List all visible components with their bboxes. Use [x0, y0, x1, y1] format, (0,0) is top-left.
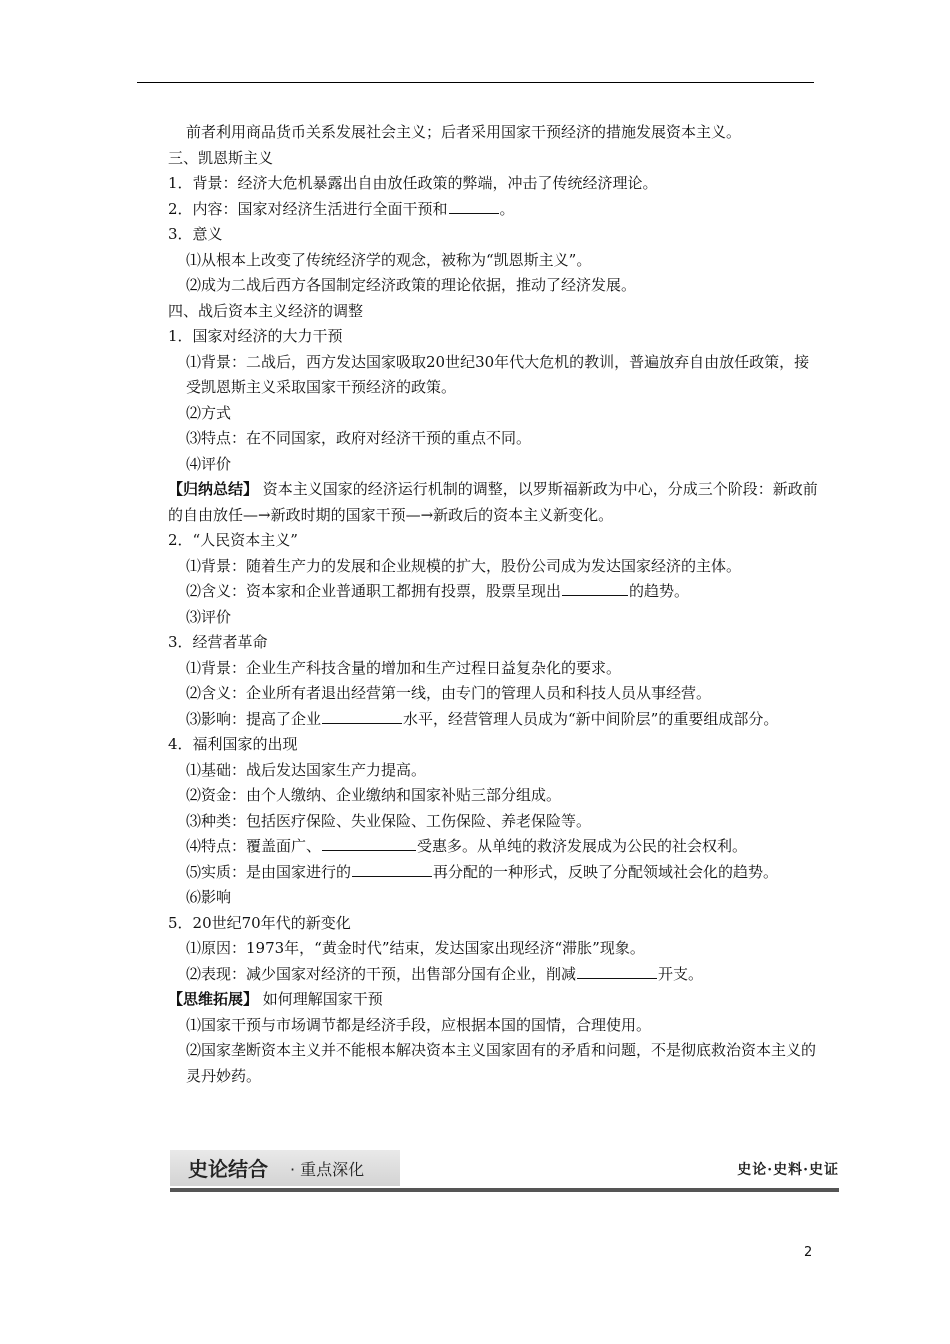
section-subtitle: · 重点深化	[290, 1160, 365, 1179]
text-line: 2．内容：国家对经济生活进行全面干预和 。	[168, 199, 515, 218]
text-line: ⑴从根本上改变了传统经济学的观念，被称为“凯恩斯主义”。	[186, 250, 592, 269]
extension-label: 【思维拓展】	[168, 990, 259, 1008]
fill-blank[interactable]	[322, 709, 402, 724]
text-line: ⑴国家干预与市场调节都是经济手段，应根据本国的国情，合理使用。	[186, 1015, 652, 1034]
text-line: ⑵表现：减少国家对经济的干预，出售部分国有企业，削减 开支。	[186, 964, 704, 983]
text-paragraph: ⑶影响：提高了企业 水平，经营管理人员成为“新中间阶层”的重要组成部分。	[186, 709, 779, 728]
text-line: ⑵含义：资本家和企业普通职工都拥有投票，股票呈现出 的趋势。	[186, 582, 690, 600]
text-line: 1．国家对经济的大力干预	[168, 327, 343, 345]
header-rule	[137, 82, 814, 83]
text-line: ⑶种类：包括医疗保险、失业保险、工伤保险、养老保险等。	[186, 811, 592, 830]
page-number: 2	[804, 1245, 813, 1260]
section-title: 史论结合	[188, 1157, 268, 1181]
fill-blank[interactable]	[562, 581, 628, 596]
text-paragraph: ⑸实质：是由国家进行的 再分配的一种形式，反映了分配领域社会化的趋势。	[186, 862, 779, 881]
text-line: ⑶评价	[186, 607, 232, 626]
text-line: 【思维拓展】 如何理解国家干预	[168, 990, 383, 1008]
section-banner	[170, 1150, 839, 1192]
text-line: ⑷评价	[186, 454, 232, 473]
text-line: 3．经营者革命	[168, 633, 268, 651]
text-line: ⑴原因：1973年，“黄金时代”结束，发达国家出现经济“滞胀”现象。	[186, 939, 645, 957]
fill-blank[interactable]	[322, 836, 416, 851]
text-line: ⑵含义：企业所有者退出经营第一线，由专门的管理人员和科技人员从事经营。	[186, 684, 712, 702]
text-line: ⑵成为二战后西方各国制定经济政策的理论依据，推动了经济发展。	[186, 276, 637, 294]
text-line: ⑷特点：覆盖面广、 受惠多。从单纯的救济发展成为公民的社会权利。	[186, 837, 748, 855]
summary-label: 【归纳总结】	[168, 480, 259, 498]
text-line: ⑴背景：企业生产科技含量的增加和生产过程日益复杂化的要求。	[186, 658, 622, 677]
text-line: ⑹影响	[186, 888, 232, 906]
heading-postwar: 四、战后资本主义经济的调整	[168, 301, 364, 320]
section-rule	[170, 1188, 839, 1192]
text-line: 3．意义	[168, 225, 223, 243]
text-line: ⑵方式	[186, 403, 232, 422]
summary-paragraph: 【归纳总结】 资本主义国家的经济运行机制的调整，以罗斯福新政为中心，分成三个阶段：新政前的自由放任—→新政时期的国家干预—→新政后的资本主义新变化。	[168, 480, 818, 524]
text-line: ⑶特点：在不同国家，政府对经济干预的重点不同。	[186, 429, 532, 447]
text-line: 4．福利国家的出现	[168, 735, 298, 753]
text-paragraph: ⑴背景：二战后，西方发达国家吸取20世纪30年代大危机的教训，普遍放弃自由放任政策，接受凯恩斯主义采取国家干预经济的政策。	[186, 352, 810, 396]
text-line: 2．“人民资本主义”	[168, 531, 298, 549]
fill-blank[interactable]	[577, 964, 657, 979]
fill-blank[interactable]	[352, 862, 432, 877]
text-line: 5．20世纪70年代的新变化	[168, 913, 351, 932]
text-line: ⑵资金：由个人缴纳、企业缴纳和国家补贴三部分组成。	[186, 786, 562, 804]
section-tagline: 史论·史料·史证	[737, 1162, 839, 1178]
heading-keynes: 三、凯恩斯主义	[168, 148, 274, 167]
text-line: ⑴基础：战后发达国家生产力提高。	[186, 760, 427, 779]
text-paragraph: ⑵国家垄断资本主义并不能根本解决资本主义国家固有的矛盾和问题，不是彻底救治资本主义的灵丹妙药。	[186, 1041, 817, 1085]
fill-blank[interactable]	[449, 199, 499, 214]
text-line: 1．背景：经济大危机暴露出自由放任政策的弊端，冲击了传统经济理论。	[168, 174, 658, 192]
text-line: ⑴背景：随着生产力的发展和企业规模的扩大，股份公司成为发达国家经济的主体。	[186, 556, 742, 575]
text-line: 前者利用商品货币关系发展社会主义；后者采用国家干预经济的措施发展资本主义。	[186, 123, 742, 141]
document-body	[168, 120, 818, 1089]
